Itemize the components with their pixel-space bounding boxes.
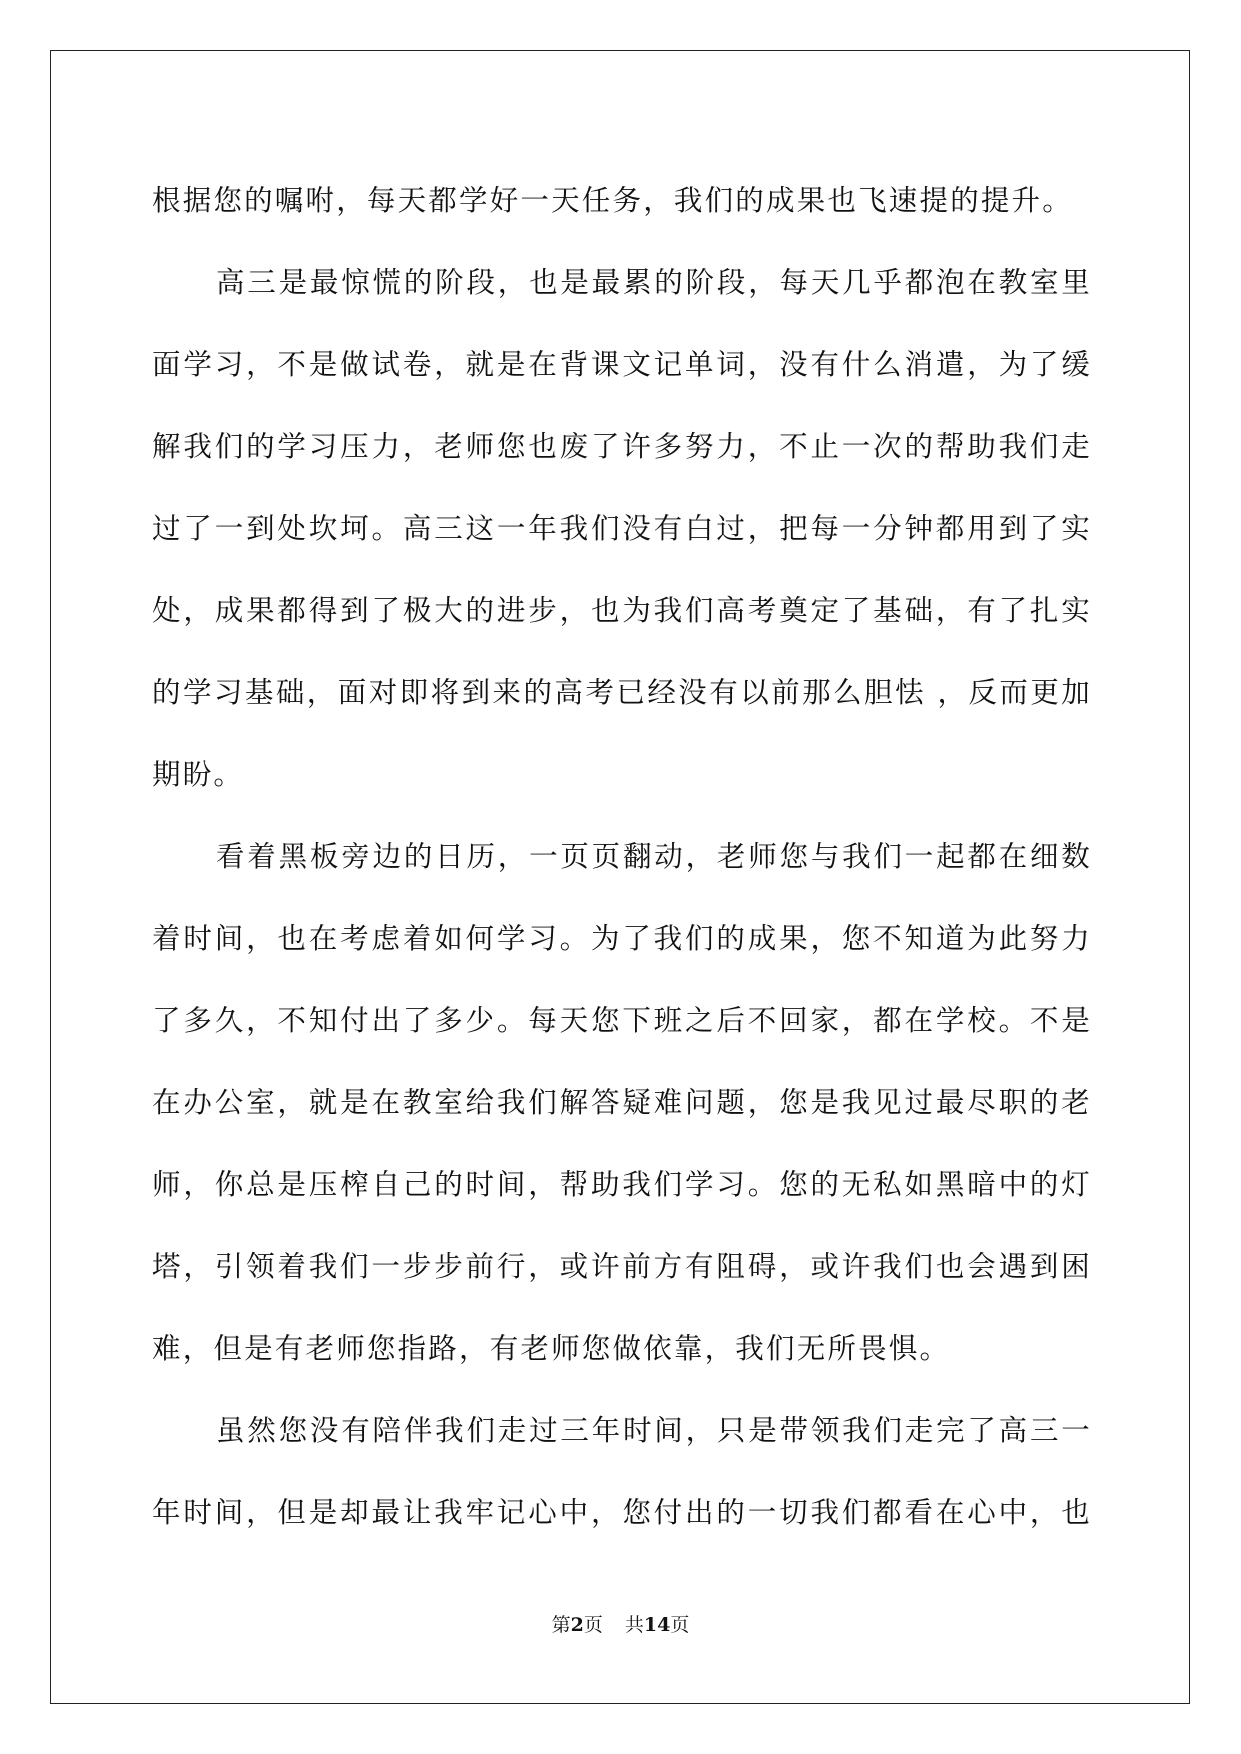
text-line: 年时间，但是却最让我牢记心中，您付出的一切我们都看在心中，也 bbox=[152, 1496, 1092, 1529]
text-line: 了多久，不知付出了多少。每天您下班之后不回家，都在学校。不是 bbox=[152, 1004, 1092, 1037]
total-suffix: 页 bbox=[670, 1614, 690, 1636]
text-line: 处，成果都得到了极大的进步，也为我们高考奠定了基础，有了扎实 bbox=[152, 594, 1092, 627]
text-line: 过了一到处坎坷。高三这一年我们没有白过，把每一分钟都用到了实 bbox=[152, 512, 1092, 545]
document-body bbox=[152, 160, 1092, 1554]
text-line: 面学习，不是做试卷，就是在背课文记单词，没有什么消遣，为了缓 bbox=[152, 348, 1092, 381]
text-line: 期盼。 bbox=[152, 758, 245, 791]
text-line: 根据您的嘱咐，每天都学好一天任务，我们的成果也飞速提的提升。 bbox=[152, 184, 1074, 217]
text-line: 塔，引领着我们一步步前行，或许前方有阻碍，或许我们也会遇到困 bbox=[152, 1250, 1092, 1283]
text-line: 在办公室，就是在教室给我们解答疑难问题，您是我见过最尽职的老 bbox=[152, 1086, 1092, 1119]
current-page-number: 2 bbox=[570, 1614, 584, 1636]
text-line: 的学习基础，面对即将到来的高考已经没有以前那么胆怯 ，反而更加 bbox=[152, 676, 1092, 709]
text-line: 高三是最惊慌的阶段，也是最累的阶段，每天几乎都泡在教室里 bbox=[216, 266, 1092, 299]
text-line: 解我们的学习压力，老师您也废了许多努力，不止一次的帮助我们走 bbox=[152, 430, 1092, 463]
page-prefix: 第 bbox=[551, 1614, 571, 1636]
text-line: 虽然您没有陪伴我们走过三年时间，只是带领我们走完了高三一 bbox=[216, 1414, 1092, 1447]
page-footer bbox=[0, 1610, 1241, 1637]
text-line: 看着黑板旁边的日历，一页页翻动，老师您与我们一起都在细数 bbox=[216, 840, 1092, 873]
text-line: 难，但是有老师您指路，有老师您做依靠，我们无所畏惧。 bbox=[152, 1332, 951, 1365]
total-prefix: 共 bbox=[624, 1614, 644, 1636]
text-line: 着时间，也在考虑着如何学习。为了我们的成果，您不知道为此努力 bbox=[152, 922, 1092, 955]
text-line: 师，你总是压榨自己的时间，帮助我们学习。您的无私如黑暗中的灯 bbox=[152, 1168, 1092, 1201]
total-page-number: 14 bbox=[643, 1614, 671, 1636]
page-suffix: 页 bbox=[583, 1614, 603, 1636]
